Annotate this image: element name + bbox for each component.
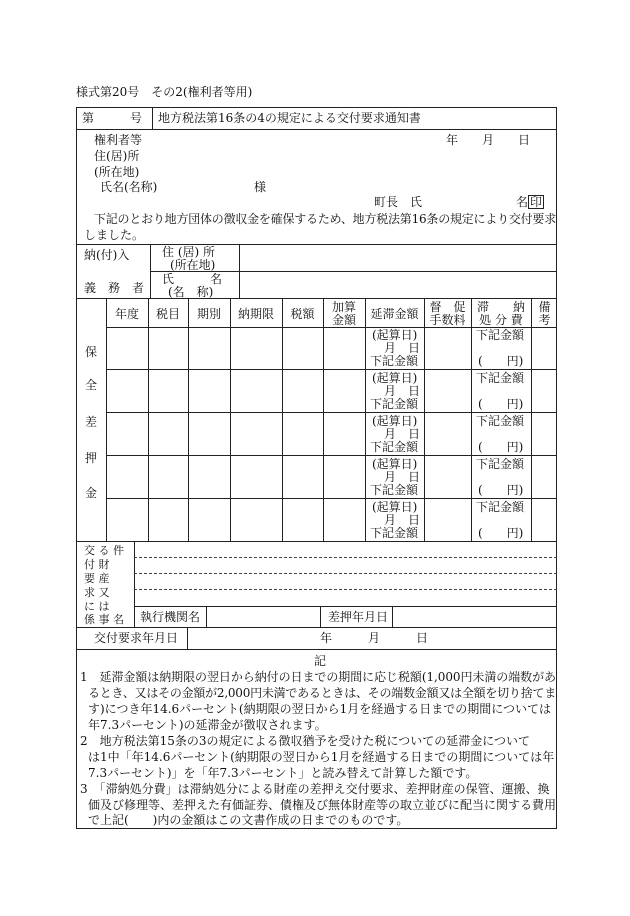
seizure-date-label: 差押年月日 [328, 610, 389, 624]
late-fee-start-4: (起算日) [372, 457, 418, 471]
delivery-label-5: に は [84, 600, 110, 613]
executor-label: 執行機関名 [140, 610, 201, 624]
disposition-yen-3: ( 円) [478, 440, 524, 454]
header-surcharge-1: 加算 [331, 300, 356, 314]
disposition-yen-4: ( 円) [478, 483, 524, 497]
late-fee-amount-5: 下記金額 [370, 526, 419, 540]
late-fee-start-5: (起算日) [372, 500, 418, 514]
late-fee-date-4: 月 日 [384, 470, 421, 484]
header-late-fee: 延滞金額 [370, 307, 419, 321]
header-tax-item: 税目 [155, 307, 180, 321]
late-fee-date-3: 月 日 [384, 427, 421, 441]
addressee-label: 権利者等 [94, 133, 143, 147]
taxpayer-label-bottom: 義 務 者 [84, 281, 145, 295]
delivery-label-1: 交 る 件 [84, 544, 124, 557]
note-line-2: るとき、又はその金額が2,000円未満であるときは、その端数金額又は全額を切り捨てま [88, 686, 556, 700]
side-label-4: 押 [85, 451, 98, 465]
delivery-label-6: 係 事 名 [84, 613, 124, 626]
header-dunning-1: 督 促 [429, 300, 466, 314]
note-line-5: 2 地方税法第15条の3の規定による徴収猶予を受けた税についての延滞金について [80, 734, 531, 748]
note-line-10: で上記( )内の金額はこの文書作成の日までのものです。 [88, 813, 409, 827]
late-fee-start-2: (起算日) [372, 371, 418, 385]
notes-heading: 記 [314, 654, 327, 668]
note-line-7: 7.3パーセント)」を「年7.3パーセント」と読み替えて計算した額です。 [88, 766, 478, 780]
addressee-name-label: 氏名(名称) [100, 180, 158, 194]
disposition-yen-5: ( 円) [478, 526, 524, 540]
intro-text-line-2: しました。 [84, 228, 145, 242]
header-year: 年度 [114, 307, 139, 321]
late-fee-date-1: 月 日 [384, 341, 421, 355]
disposition-amount-5: 下記金額 [476, 500, 525, 514]
form-number: 様式第20号 その2(権利者等用) [76, 85, 253, 99]
addressee-address-label: 住(居)所 [94, 149, 140, 163]
disposition-amount-4: 下記金額 [476, 457, 525, 471]
request-date-label: 交付要求年月日 [94, 631, 179, 645]
note-line-8: 3 「滞納処分費」は滞納処分による財産の差押え交付要求、差押財産の保管、運搬、換 [80, 782, 550, 796]
taxpayer-location-label: (所在地) [170, 258, 216, 272]
late-fee-date-5: 月 日 [384, 513, 421, 527]
document-number-label: 第 号 [82, 111, 143, 125]
addressee-location-label: (所在地) [94, 165, 140, 179]
note-line-9: 価及び修理等、差押えた有価証券、債権及び無体財産等の取立並びに配当に関する費用 [88, 798, 556, 812]
header-remarks-2: 考 [538, 313, 550, 327]
header-remarks-1: 備 [538, 300, 550, 314]
note-line-3: す)につき年14.6パーセント(納期限の翌日から1月を経過する日までの期間については [88, 702, 551, 716]
header-tax-amount: 税額 [290, 307, 315, 321]
request-date-value: 年 月 日 [320, 631, 429, 645]
late-fee-amount-1: 下記金額 [370, 354, 419, 368]
late-fee-start-3: (起算日) [372, 414, 418, 428]
mayor-label: 町長 氏 [374, 195, 423, 209]
header-period: 期別 [196, 307, 221, 321]
intro-text-line-1: 下記のとおり地方団体の徴収金を確保するため、地方税法第16条の規定により交付要求 [94, 212, 556, 226]
header-disposition-2: 処 分 費 [479, 313, 523, 327]
taxpayer-title-label: (名 称) [168, 285, 214, 299]
mayor-name-suffix [516, 195, 544, 209]
delivery-label-4: 求 又 [84, 586, 110, 599]
delivery-label-2: 付 財 [84, 558, 110, 571]
header-disposition-1: 滞 納 [476, 300, 525, 314]
late-fee-amount-3: 下記金額 [370, 440, 419, 454]
mayor-name-suffix-text: 名 [516, 195, 529, 209]
issue-date: 年 月 日 [446, 133, 531, 147]
late-fee-amount-4: 下記金額 [370, 483, 419, 497]
disposition-yen-1: ( 円) [478, 354, 524, 368]
document-title: 地方税法第16条の4の規定による交付要求通知書 [158, 111, 421, 125]
disposition-amount-1: 下記金額 [476, 328, 525, 342]
header-due-date: 納期限 [237, 307, 274, 321]
note-line-1: 1 延滞金額は納期限の翌日から納付の日までの期間に応じ税額(1,000円未満の端数があ [80, 670, 556, 684]
disposition-amount-2: 下記金額 [476, 371, 525, 385]
side-label-5: 金 [85, 486, 98, 500]
late-fee-date-2: 月 日 [384, 384, 421, 398]
taxpayer-address-label: 住 (居) 所 [162, 245, 215, 259]
disposition-yen-2: ( 円) [478, 397, 524, 411]
note-line-4: 年7.3パーセント)の延滞金が徴収されます。 [88, 718, 327, 732]
taxpayer-label-top: 納(付)入 [84, 248, 130, 262]
side-label-2: 全 [85, 378, 98, 392]
seal-mark: 印 [530, 195, 543, 209]
header-dunning-2: 手数料 [429, 313, 466, 327]
disposition-amount-3: 下記金額 [476, 414, 525, 428]
note-line-6: は1中「年14.6パーセント(納期限の翌日から1月を経過する日までの期間については年 [88, 750, 555, 764]
delivery-label-3: 要 産 [84, 572, 110, 585]
header-surcharge-2: 金額 [331, 313, 356, 327]
late-fee-amount-2: 下記金額 [370, 397, 419, 411]
taxpayer-name-label: 氏 名 [162, 272, 223, 286]
honorific: 様 [254, 180, 267, 194]
late-fee-start-1: (起算日) [372, 328, 418, 342]
side-label-3: 差 [85, 415, 98, 429]
side-label-1: 保 [85, 345, 98, 359]
